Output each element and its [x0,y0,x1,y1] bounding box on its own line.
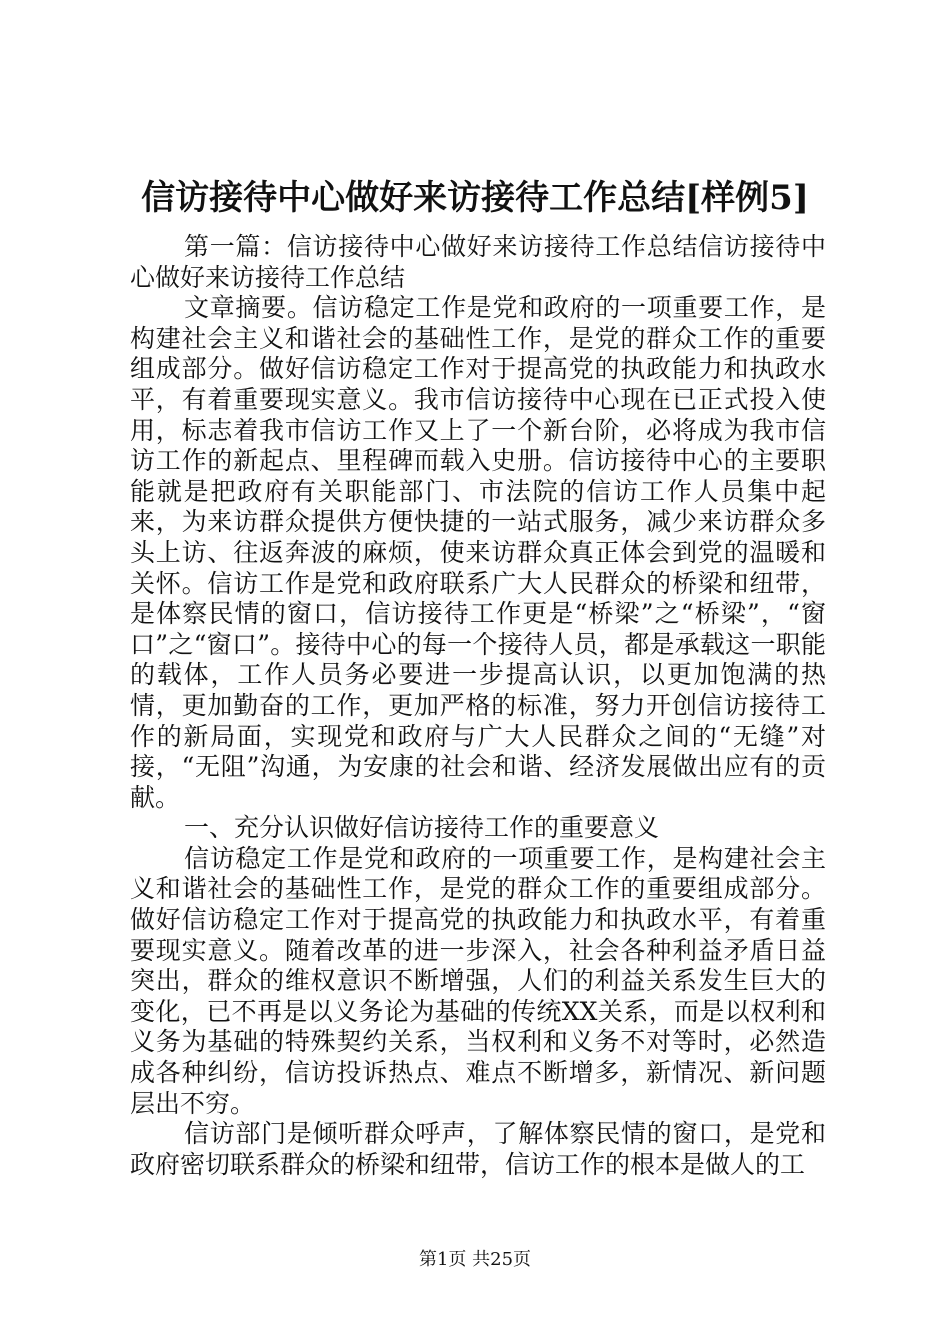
page-number-footer: 第1页 共25页 [418,1249,532,1270]
paragraph-abstract: 文章摘要。信访稳定工作是党和政府的一项重要工作，是构建社会主义和谐社会的基础性工作，是党的群众工作的重要组成部分。做好信访稳定工作对于提高党的执政能力和执政水平，有着重要现实意义。我市信访接待中心现在已正式投入使用，标志着我市信访工作又上了一个新台阶，必将成为我市信访工作的新起点、里程碑而载入史册。信访接待中心的主要职能就是把政府有关职能部门、市法院的信访工作人员集中起来，为来访群众提供方便快捷的一站式服务，减少来访群众多头上访、往返奔波的麻烦，使来访群众真正体会到党的温暖和关怀。信访工作是党和政府联系广大人民群众的桥梁和纽带，是体察民情的窗口，信访接待工作更是“桥梁”之“桥梁”，“窗口”之“窗口”。接待中心的每一个接待人员，都是承载这一职能的载体，工作人员务必要进一步提高认识，以更加饱满的热情，更加勤奋的工作，更加严格的标准，努力开创信访接待工作的新局面，实现党和政府与广大人民群众之间的“无缝”对接，“无阻”沟通，为安康的社会和谐、经济发展做出应有的贡献。 [130,293,826,812]
document-body [130,232,826,1180]
paragraph-intro-heading: 第一篇：信访接待中心做好来访接待工作总结信访接待中心做好来访接待工作总结 [130,232,826,292]
document-title: 信访接待中心做好来访接待工作总结[样例5] [141,178,809,218]
paragraph-section-1: 信访稳定工作是党和政府的一项重要工作，是构建社会主义和谐社会的基础性工作，是党的群众工作的重要组成部分。做好信访稳定工作对于提高党的执政能力和执政水平，有着重要现实意义。随着改革的进一步深入，社会各种利益矛盾日益突出，群众的维权意识不断增强，人们的利益关系发生巨大的变化，已不再是以义务论为基础的传统XX关系，而是以权利和义务为基础的特殊契约关系，当权利和义务不对等时，必然造成各种纠纷，信访投诉热点、难点不断增多，新情况、新问题层出不穷。 [130,843,826,1118]
paragraph-section-1-cont: 信访部门是倾听群众呼声，了解体察民情的窗口，是党和政府密切联系群众的桥梁和纽带，信访工作的根本是做人的工 [130,1119,826,1179]
section-heading-1: 一、充分认识做好信访接待工作的重要意义 [184,813,660,843]
